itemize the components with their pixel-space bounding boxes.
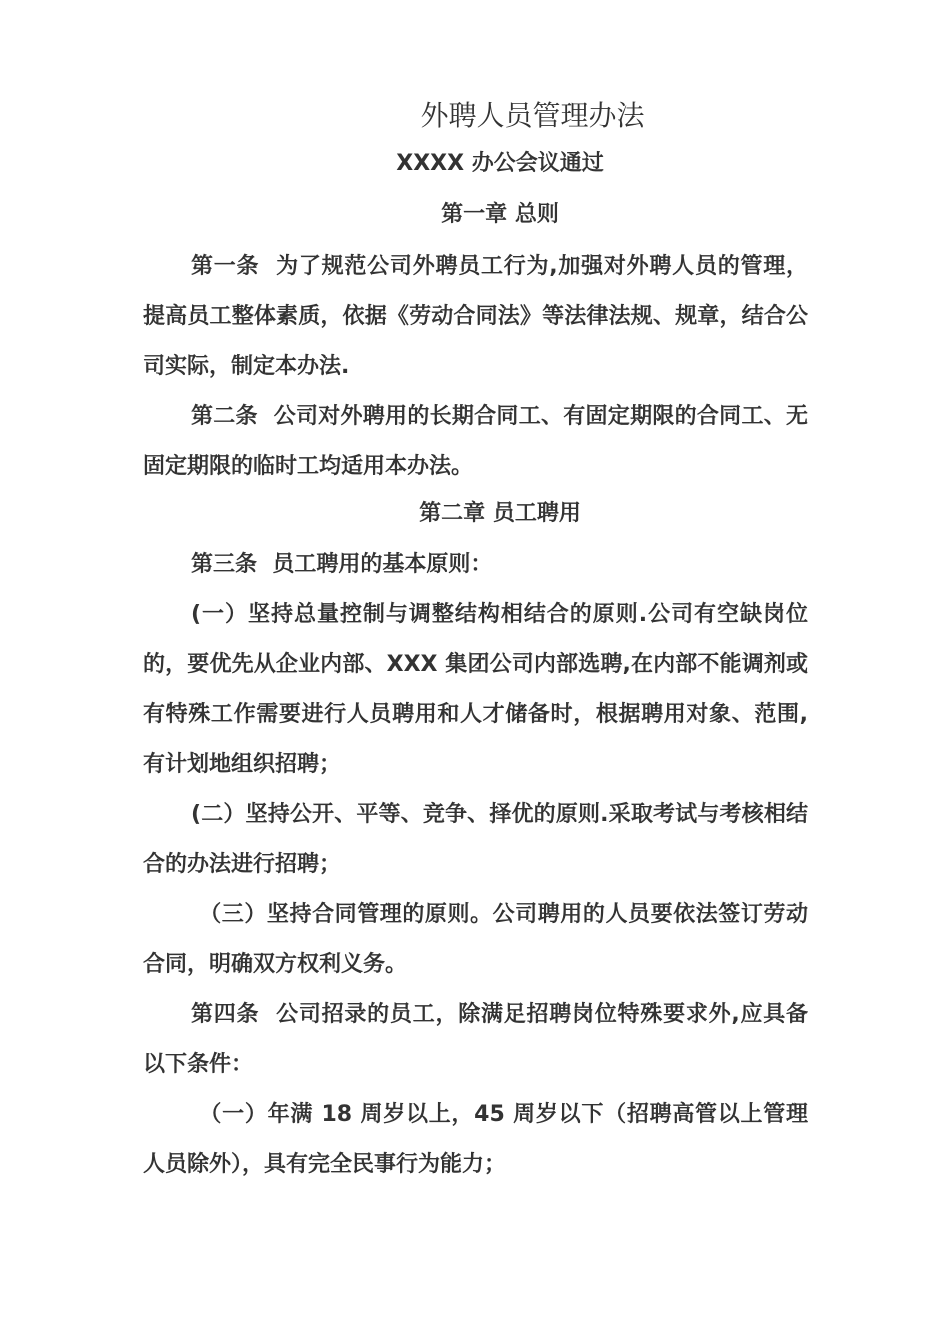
chapter-2-heading: 第二章 员工聘用 <box>419 501 581 526</box>
article-1: 第一条 为了规范公司外聘员工行为,加强对外聘人员的管理，提高员工整体素质，依据《劳动合同法》等法律法规、规章，结合公司实际，制定本办法. <box>143 254 808 379</box>
article-3-item-2: (二）坚持公开、平等、竞争、择优的原则.采取考试与考核相结合的办法进行招聘； <box>143 802 808 877</box>
article-3: 第三条 员工聘用的基本原则： <box>191 552 493 577</box>
document-subtitle: XXXX 办公会议通过 <box>396 151 604 176</box>
document-title: 外聘人员管理办法 <box>420 99 645 132</box>
article-2: 第二条 公司对外聘用的长期合同工、有固定期限的合同工、无固定期限的临时工均适用本办法。 <box>143 404 808 479</box>
article-4: 第四条 公司招录的员工，除满足招聘岗位特殊要求外,应具备以下条件： <box>143 1002 808 1077</box>
article-4-item-1: （一）年满 18 周岁以上，45 周岁以下（招聘高管以上管理人员除外），具有完全民事行为能力； <box>143 1102 808 1177</box>
chapter-1-heading: 第一章 总则 <box>441 202 559 227</box>
article-3-item-1: (一）坚持总量控制与调整结构相结合的原则.公司有空缺岗位的，要优先从企业内部、XXX 集团公司内部选聘,在内部不能调剂或有特殊工作需要进行人员聘用和人才储备时，根据聘用对象、范围,有计划地组织招聘； <box>143 602 808 777</box>
article-3-item-3: （三）坚持合同管理的原则。公司聘用的人员要依法签订劳动合同，明确双方权利义务。 <box>143 902 808 977</box>
